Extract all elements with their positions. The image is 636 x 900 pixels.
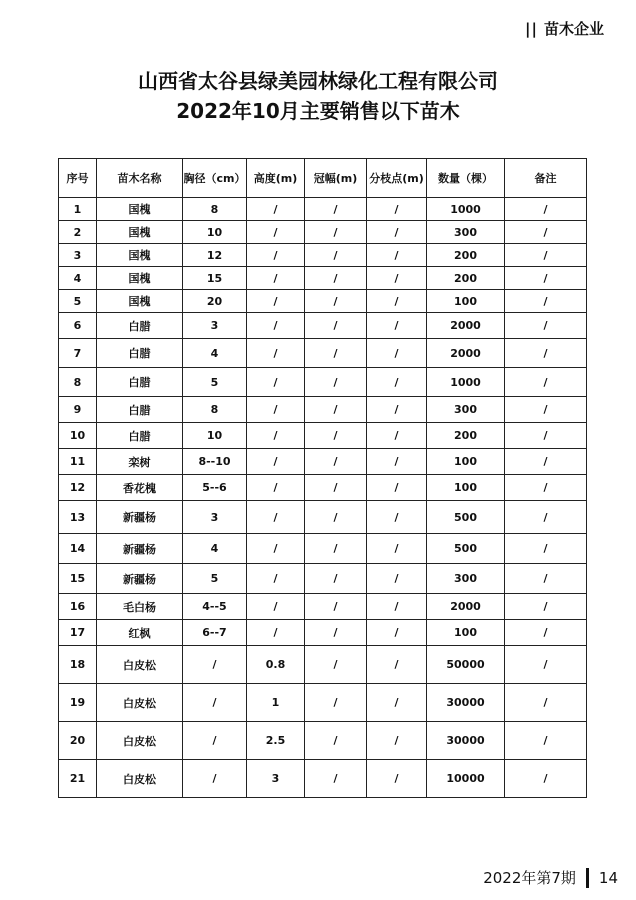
table-cell: 500 [427, 534, 505, 564]
table-cell: 15 [59, 564, 97, 594]
table-cell: / [367, 423, 427, 449]
table-row [59, 646, 587, 684]
table-cell: 200 [427, 267, 505, 290]
table-cell: / [505, 684, 587, 722]
table-cell: / [367, 313, 427, 339]
table-cell: / [305, 760, 367, 798]
table-cell: 2000 [427, 594, 505, 620]
table-cell: 毛白杨 [97, 594, 183, 620]
table-cell: 30000 [427, 684, 505, 722]
column-header: 苗木名称 [97, 159, 183, 198]
table-cell: / [367, 290, 427, 313]
table-cell: / [367, 449, 427, 475]
table-cell: 新疆杨 [97, 501, 183, 534]
table-cell: 500 [427, 501, 505, 534]
table-cell: / [247, 198, 305, 221]
table-cell: / [305, 449, 367, 475]
table-cell: / [305, 368, 367, 397]
table-cell: / [505, 368, 587, 397]
table-cell: 红枫 [97, 620, 183, 646]
issue-label: 2022年第7期 [483, 869, 576, 887]
table-cell: / [367, 594, 427, 620]
table-row [59, 198, 587, 221]
table-cell: / [305, 267, 367, 290]
table-cell: / [305, 244, 367, 267]
table-cell: 白腊 [97, 313, 183, 339]
table-cell: 2 [59, 221, 97, 244]
table-row [59, 397, 587, 423]
table-cell: / [505, 760, 587, 798]
table-cell: 1000 [427, 368, 505, 397]
table-cell: / [505, 397, 587, 423]
table-cell: / [305, 339, 367, 368]
table-cell: / [183, 760, 247, 798]
table-cell: / [247, 594, 305, 620]
table-cell: / [247, 290, 305, 313]
table-cell: / [183, 722, 247, 760]
table-cell: / [505, 722, 587, 760]
table-cell: 6 [59, 313, 97, 339]
table-cell: / [367, 368, 427, 397]
table-cell: / [505, 475, 587, 501]
table-cell: 4 [183, 534, 247, 564]
table-row [59, 423, 587, 449]
table-cell: 栾树 [97, 449, 183, 475]
table-cell: / [247, 449, 305, 475]
table-cell: / [247, 244, 305, 267]
table-cell: / [305, 475, 367, 501]
section-tag [525, 18, 604, 39]
table-cell: 白皮松 [97, 684, 183, 722]
table-row [59, 313, 587, 339]
column-header: 备注 [505, 159, 587, 198]
table-cell: / [367, 684, 427, 722]
table-cell: / [305, 501, 367, 534]
table-cell: / [305, 684, 367, 722]
table-cell: 国槐 [97, 267, 183, 290]
table-cell: / [183, 684, 247, 722]
table-cell: 5--6 [183, 475, 247, 501]
table-cell: 新疆杨 [97, 534, 183, 564]
page-footer [483, 867, 618, 888]
table-cell: / [247, 475, 305, 501]
table-cell: / [505, 221, 587, 244]
table-cell: / [367, 501, 427, 534]
table-cell: 18 [59, 646, 97, 684]
table-cell: 12 [59, 475, 97, 501]
table-cell: / [367, 221, 427, 244]
table-row [59, 221, 587, 244]
table-cell: / [305, 397, 367, 423]
table-cell: 5 [183, 368, 247, 397]
table-cell: / [505, 449, 587, 475]
table-cell: 100 [427, 475, 505, 501]
table-cell: / [247, 423, 305, 449]
table-cell: / [367, 564, 427, 594]
table-cell: 21 [59, 760, 97, 798]
table-cell: 2000 [427, 339, 505, 368]
table-row [59, 684, 587, 722]
table-cell: 17 [59, 620, 97, 646]
table-cell: 50000 [427, 646, 505, 684]
table-cell: / [505, 423, 587, 449]
table-cell: 1 [59, 198, 97, 221]
column-header: 冠幅(m) [305, 159, 367, 198]
table-cell: / [505, 534, 587, 564]
table-cell: 12 [183, 244, 247, 267]
title-company: 山西省太谷县绿美园林绿化工程有限公司 [138, 69, 498, 93]
table-cell: 1 [247, 684, 305, 722]
table-row [59, 501, 587, 534]
title-subtitle: 2022年10月主要销售以下苗木 [176, 99, 460, 123]
table-cell: 9 [59, 397, 97, 423]
table-cell: 4 [183, 339, 247, 368]
table-cell: / [367, 534, 427, 564]
table-cell: 10 [183, 423, 247, 449]
table-row [59, 267, 587, 290]
table-cell: 8--10 [183, 449, 247, 475]
table-cell: 白皮松 [97, 722, 183, 760]
table-header-row [59, 159, 587, 198]
column-header: 胸径（cm） [183, 159, 247, 198]
table-cell: 香花槐 [97, 475, 183, 501]
table-cell: 白腊 [97, 423, 183, 449]
table-row [59, 368, 587, 397]
table-cell: / [367, 397, 427, 423]
page-number: 14 [598, 868, 618, 887]
table-cell: / [505, 198, 587, 221]
table-row [59, 290, 587, 313]
column-header: 数量（棵） [427, 159, 505, 198]
table-cell: 10 [183, 221, 247, 244]
table-row [59, 244, 587, 267]
table-row [59, 760, 587, 798]
nursery-stock-table [58, 158, 587, 798]
table-cell: 100 [427, 449, 505, 475]
table-cell: / [505, 290, 587, 313]
table-cell: 国槐 [97, 244, 183, 267]
table-cell: 1000 [427, 198, 505, 221]
table-cell: / [367, 267, 427, 290]
table-cell: 2000 [427, 313, 505, 339]
table-cell: 7 [59, 339, 97, 368]
footer-divider [586, 868, 589, 888]
table-cell: 15 [183, 267, 247, 290]
table-cell: / [505, 501, 587, 534]
table-cell: / [247, 368, 305, 397]
table-cell: 6--7 [183, 620, 247, 646]
table-cell: / [247, 221, 305, 244]
table-cell: 0.8 [247, 646, 305, 684]
table-cell: 8 [59, 368, 97, 397]
table-cell: / [305, 594, 367, 620]
table-cell: / [367, 646, 427, 684]
table-cell: 19 [59, 684, 97, 722]
table-cell: / [367, 198, 427, 221]
table-cell: 200 [427, 244, 505, 267]
table-cell: / [367, 722, 427, 760]
table-body [59, 198, 587, 798]
table-cell: / [305, 564, 367, 594]
section-tag-label: 苗木企业 [543, 20, 604, 38]
table-cell: 20 [183, 290, 247, 313]
table-cell: 3 [183, 313, 247, 339]
table-cell: 4--5 [183, 594, 247, 620]
table-row [59, 564, 587, 594]
table-cell: 10 [59, 423, 97, 449]
table-cell: 16 [59, 594, 97, 620]
table-cell: 国槐 [97, 198, 183, 221]
table-cell: / [367, 475, 427, 501]
table-cell: / [505, 244, 587, 267]
table-cell: 3 [247, 760, 305, 798]
table-cell: / [505, 646, 587, 684]
table-cell: 国槐 [97, 221, 183, 244]
table-cell: / [505, 620, 587, 646]
table-cell: 4 [59, 267, 97, 290]
table-row [59, 594, 587, 620]
table-row [59, 449, 587, 475]
table-cell: 200 [427, 423, 505, 449]
table-cell: 白腊 [97, 397, 183, 423]
table-cell: 100 [427, 290, 505, 313]
table-cell: / [247, 564, 305, 594]
table-cell: / [505, 339, 587, 368]
table-cell: / [305, 198, 367, 221]
table-row [59, 339, 587, 368]
table-cell: / [247, 501, 305, 534]
table-cell: / [247, 397, 305, 423]
table-cell: 国槐 [97, 290, 183, 313]
table-cell: / [305, 221, 367, 244]
table-cell: / [305, 646, 367, 684]
table-cell: 300 [427, 564, 505, 594]
table-cell: / [305, 290, 367, 313]
table-cell: 100 [427, 620, 505, 646]
table-cell: / [505, 594, 587, 620]
table-cell: 8 [183, 198, 247, 221]
table-cell: / [247, 339, 305, 368]
table-cell: / [247, 267, 305, 290]
section-tag-bars: || [525, 19, 538, 38]
table-cell: 白皮松 [97, 646, 183, 684]
table-cell: / [305, 620, 367, 646]
table-cell: 11 [59, 449, 97, 475]
table-cell: 白腊 [97, 368, 183, 397]
table-cell: / [247, 313, 305, 339]
table-cell: / [367, 620, 427, 646]
column-header: 分枝点(m) [367, 159, 427, 198]
table-cell: 5 [183, 564, 247, 594]
table-row [59, 475, 587, 501]
table-cell: 30000 [427, 722, 505, 760]
table-cell: / [305, 313, 367, 339]
table-row [59, 534, 587, 564]
table-row [59, 722, 587, 760]
column-header: 序号 [59, 159, 97, 198]
table-cell: 300 [427, 397, 505, 423]
table-cell: / [505, 267, 587, 290]
table-cell: 14 [59, 534, 97, 564]
table-cell: / [305, 722, 367, 760]
table-cell: / [367, 339, 427, 368]
table-cell: / [367, 244, 427, 267]
table-cell: 5 [59, 290, 97, 313]
table-cell: 2.5 [247, 722, 305, 760]
table-cell: / [505, 564, 587, 594]
table-cell: 300 [427, 221, 505, 244]
table-cell: 13 [59, 501, 97, 534]
table-cell: / [305, 534, 367, 564]
column-header: 高度(m) [247, 159, 305, 198]
table-cell: 3 [183, 501, 247, 534]
table-cell: 8 [183, 397, 247, 423]
table-cell: / [367, 760, 427, 798]
table-cell: 20 [59, 722, 97, 760]
table-cell: / [247, 534, 305, 564]
table-cell: / [183, 646, 247, 684]
page-title [0, 66, 636, 126]
table-cell: 3 [59, 244, 97, 267]
table-cell: / [505, 313, 587, 339]
table-cell: 白腊 [97, 339, 183, 368]
table-cell: / [305, 423, 367, 449]
table-cell: 10000 [427, 760, 505, 798]
table-cell: 新疆杨 [97, 564, 183, 594]
table-cell: 白皮松 [97, 760, 183, 798]
table-cell: / [247, 620, 305, 646]
table-row [59, 620, 587, 646]
